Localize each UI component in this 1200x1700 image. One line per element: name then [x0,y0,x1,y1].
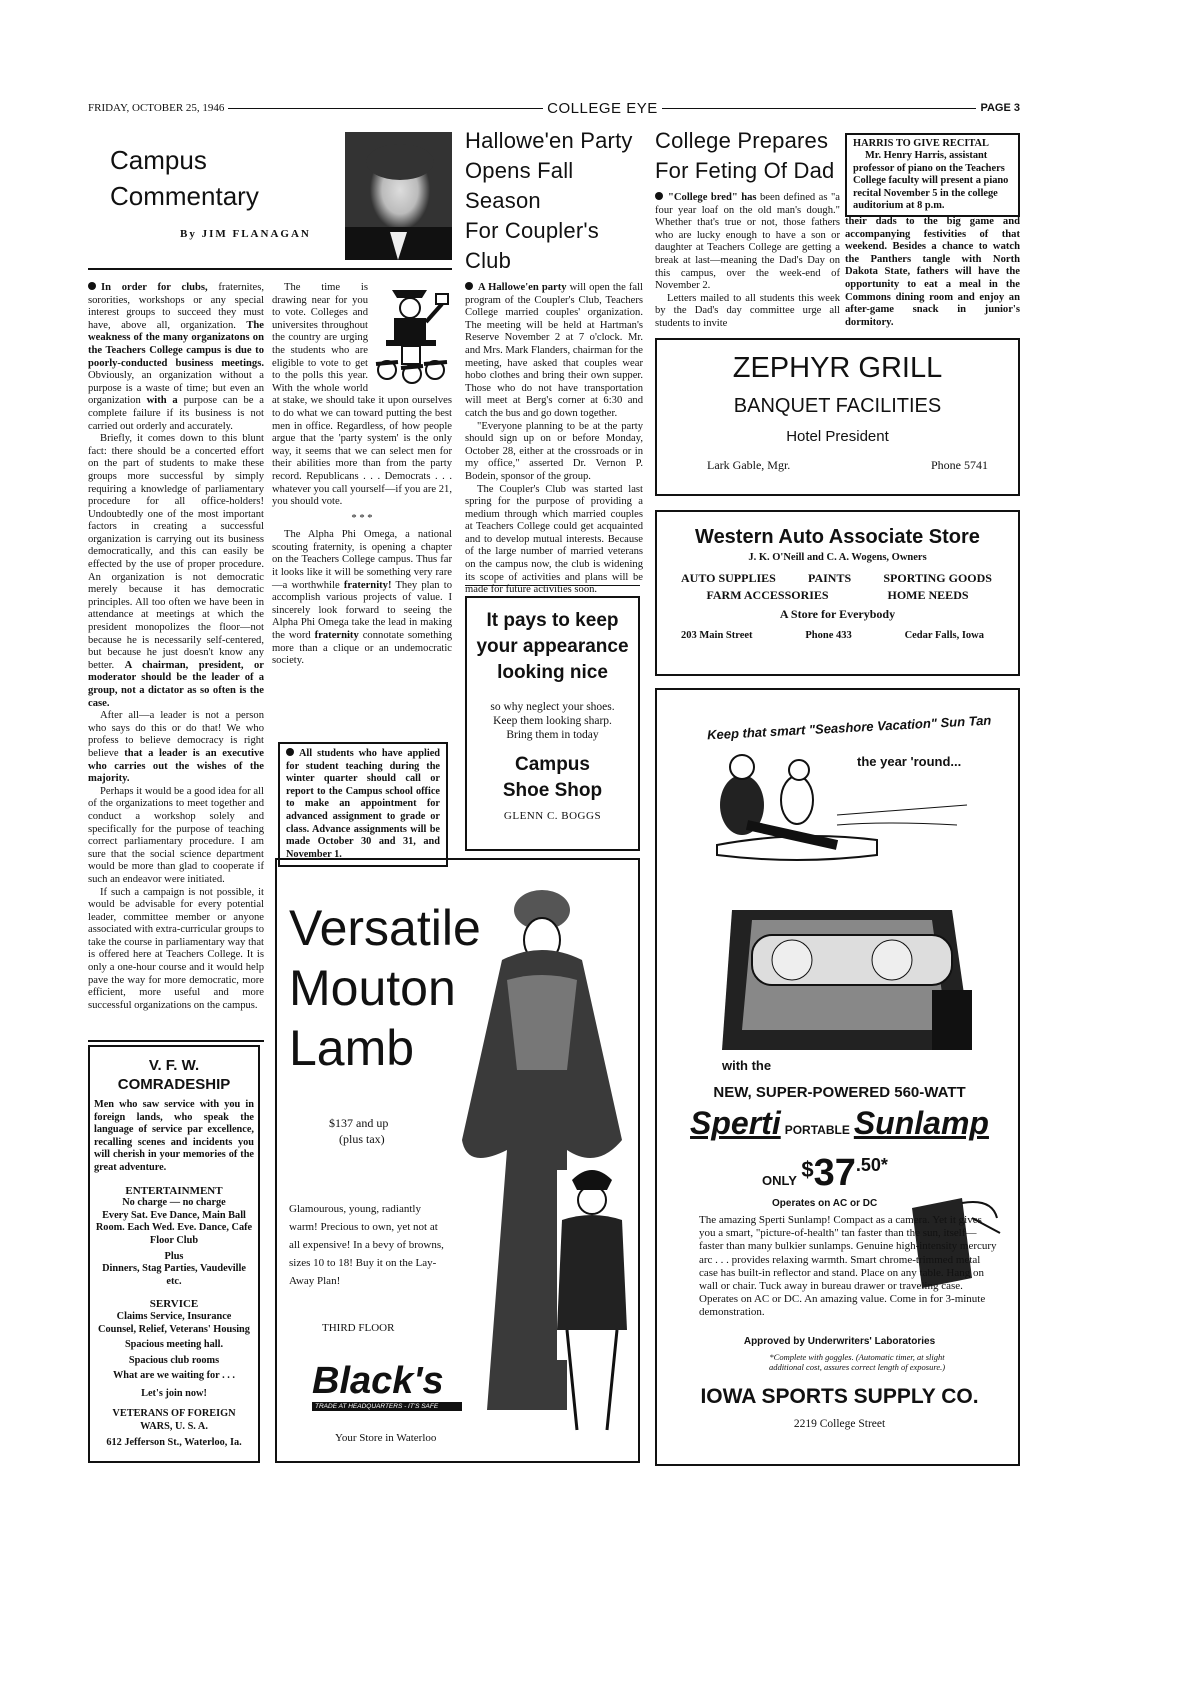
paragraph [465,421,643,484]
text-run: Briefly, it comes down to this blunt fact: there should be a concerted effort on the part of students to make these groups more successful by simply requiring a knowledge of parliamentary procedure for all office-holders! Undoubtedly one of the most important factors in creating a successful organization is carrying out its business democratically, and this can easily be effected by the use of proper procedure. An organization is not democratic merely because it has democratic principles. All too often we have been in attendance at meetings at which the president monopolizes the floor—not because he is necessarily self-centered, but because he just doesn't know any better. [88,433,264,671]
halloween-article [465,126,643,597]
bold-text-run: A Hallowe'en party [478,282,567,293]
ad-text: Keep them looking sharp. [493,715,612,727]
header-rule [228,108,543,109]
bold-text-run: The weakness of the many organizatons on the Teachers College campus is due to poorly-conducted business meetings. [88,319,264,369]
text-run: purpose can be a complete failure if its business is not carried out orderly and accurately. [88,395,264,432]
logo-slogan: TRADE AT HEADQUARTERS - IT'S SAFE [312,1402,462,1411]
blacks-logo [312,1360,462,1411]
bullet-icon [286,748,294,756]
bold-text-run: fraternity [314,630,359,642]
power-label: NEW, SUPER-POWERED 560-WATT [713,1084,966,1101]
ad-line: No charge — no charge [122,1197,226,1209]
paragraph [465,282,643,421]
bullet-icon [88,282,96,290]
headline: College Prepares [655,128,829,153]
item: HOME NEEDS [887,588,969,602]
vfw-ad [88,1045,260,1463]
shop-name: Shoe Shop [502,780,603,801]
ad-headline: your appearance [476,636,629,657]
tax-text: (plus tax) [339,1132,385,1146]
section-heading: ENTERTAINMENT [125,1184,223,1197]
ad-line: Counsel, Relief, Veterans' Housing [98,1323,250,1335]
bullet-icon [655,192,663,200]
ad-text: Bring them in today [506,729,599,741]
ad-line: Spacious club rooms [128,1354,220,1366]
item: FARM ACCESSORIES [706,588,829,602]
notice-text: Mr. Henry Harris, assistant professor of piano on the Teachers College faculty will present a piano recital November 5 in the college auditorium at 8 p.m. [853,150,1009,212]
headline-line: Mouton [289,960,456,1016]
ad-headline: It pays to keep [486,610,619,631]
section-heading: SERVICE [149,1298,199,1311]
ad-line: Dinners, Stag Parties, Vaudeville etc. [102,1263,246,1287]
title-line: Campus [110,145,207,175]
dad-article [655,126,840,331]
issue-date: FRIDAY, OCTOBER 25, 1946 [88,102,225,114]
phone: Phone 5741 [931,458,988,472]
paragraph [655,192,840,293]
price-dollars: 37 [813,1152,856,1194]
price [329,1115,388,1147]
headline: For Coupler's Club [465,218,599,273]
bold-text-run: "College bred" has [668,192,757,203]
item: AUTO SUPPLIES [681,571,776,585]
commentary-col1 [88,282,264,1012]
logo-text: Black's [312,1360,444,1402]
ad-title: V. F. W. [148,1057,200,1074]
product: Sunlamp [853,1105,989,1141]
paragraph [88,710,264,786]
ad-line: Plus [164,1250,184,1262]
ad-line: Every Sat. Eve Dance, Main Ball Room. Each Wed. Eve. Dance, Cafe Floor Club [95,1209,253,1246]
bold-text-run: In order for clubs, [101,282,208,293]
item: PAINTS [808,571,852,585]
ad-text: so why neglect your shoes. [490,701,615,713]
owner: GLENN C. BOGGS [503,810,602,822]
only-label: ONLY [762,1173,797,1188]
fur-coat-illustration [447,870,637,1460]
text-run: The time is drawing near for you to vote. Colleges and universites throughout the country are urging the students who are eligible to vote to get to the polls this year. With the whole world at stake, we should take it upon ourselves to do what we can toward putting the best men in office. Regardless, of how people argue that the 'party system' is the only way, it seems that we can select men for their abilities more than from the party record. Republicans . . . Democrats . . . whatever you call yourself—if you are 21, you should vote. [272,282,452,508]
org-name: VETERANS OF FOREIGN WARS, U. S. A. [112,1408,236,1433]
bold-text-run: that a leader is an executive who carries out the wishes of the majority. [88,747,264,785]
ad-intro: Men who saw service with you in foreign lands, who speak the language of service par excellence, recalling scenes and incidents you will cherish in your memories of the great adventure. [94,1099,254,1173]
bold-text-run: with a [146,395,178,407]
text-run: Letters mailed to all students this week by the Dad's day committee urge all students to invite [655,292,840,329]
ad-name: ZEPHYR GRILL [732,352,943,384]
headline: Hallowe'en Party [465,128,633,153]
byline: By JIM FLANAGAN [180,228,311,240]
ad-tagline: the year 'round... [857,754,962,769]
text-run: They plan to accomplish various projects of value. I sincerely look forward to seeing the Alpha Phi Omega take the lead in making the word [272,579,452,642]
ad-line: Hotel President [786,428,889,445]
price-text: $137 and up [329,1116,389,1130]
bold-text-run: fraternity! [343,579,392,591]
text-run: their dads to the big game and accompanying festivities of that weekend. Besides a chance to watch the Panthers tangle with North Dakota State, fathers will have the opportunity to eat a meal in the Commons dining room and enjoy an after-game snack in junior's dormitory. [845,216,1020,328]
ad-line: Claims Service, Insurance [116,1310,232,1322]
price-cents: .50* [855,1155,888,1175]
manager: Lark Gable, Mgr. [707,458,791,472]
paragraph [88,282,264,433]
student-teaching-notice [278,742,448,867]
text-run: fraternites, sororities, workshops or any special interest groups to succeed they must have, above all, organization. [88,282,264,331]
dad-article-continued [845,216,1020,329]
tagline: A Store for Everybody [779,607,896,621]
author-photo [345,132,452,260]
page-number: PAGE 3 [980,102,1020,114]
portable-label: PORTABLE [784,1123,850,1137]
text-run: Perhaps it would be a good idea for all of the organizations to meet together and conduct a workshop solely and specifically for the purpose of teaching correct parliamentary procedure. I am sure that the social science department would be more than glad to cooperate if such an endeavor were initiated. [88,785,264,885]
page-header [88,100,1020,116]
mouton-lamb-ad [275,858,640,1463]
harris-recital-notice [845,133,1020,217]
dollar-sign: $ [801,1157,814,1182]
text-run: connotate something more than a clique or an undemocratic society. [272,630,452,667]
ad-body: Glamourous, young, radiantly warm! Precious to own, yet not at all expensive! In a bevy of browns, sizes 10 to 18! Buy it on the Lay-Away Plan! [289,1203,444,1287]
text-run: "Everyone planning to be at the party should sign up on or before Monday, October 28, either at the crossroads or in my office," asserted Dr. Vernon P. Bodein, sponsor of the group. [465,420,643,482]
price [762,1152,888,1195]
text-run: Obviously, an organization without a purpose is a waste of time; but even an organization [88,370,264,407]
ad-footer: Your Store in Waterloo [335,1432,437,1444]
with-label: with the [722,1058,772,1073]
headline-line: Lamb [289,1020,415,1076]
beach-illustration [687,745,1007,875]
commentary-col2 [272,282,452,668]
paragraph [88,786,264,887]
brand: Sperti [690,1105,781,1141]
title-line: Commentary [110,181,259,211]
text-run: After all—a leader is not a person who says do this or do that! We who profess to believe democracy is right believe [88,710,264,759]
divider [465,585,640,586]
item: SPORTING GOODS [883,571,992,585]
separator: * * * [351,512,373,524]
ad-tagline: Keep that smart "Seashore Vacation" Sun Tan [706,712,992,743]
voting-cartoon-illustration [372,282,452,390]
notice-text: All students who have applied for student teaching during the winter quarter should call or report to the Campus school office to make an appointment for advanced assignment to grade or class. Advance assignments will be made October 30 and 31, and November 1. [286,748,440,860]
store-address: 2219 College Street [793,1418,886,1430]
bullet-icon [465,282,473,290]
sunlamp-ad [655,688,1020,1466]
owners: J. K. O'Neill and C. A. Wogens, Owners [748,552,927,563]
bold-text-run: A chairman, president, or moderator should be the leader of a group, not a dictator as so often is the case. [88,659,264,709]
text-run: The Coupler's Club was started last spring for the purpose of providing a medium through which married couples at Teachers College could get acquainted and to develop mutual interests. Because of the large number of married veterans on the campus now, the club is widening its scope of activities and plans will be made for future activities soon. [465,483,643,596]
ad-headline: looking nice [497,662,608,683]
ad-title: COMRADESHIP [117,1076,231,1093]
divider [88,1040,264,1042]
shoe-shop-ad [465,596,640,851]
phone: Phone 433 [805,630,852,641]
notice-title: HARRIS TO GIVE RECITAL [853,138,989,149]
product-name [657,1105,1022,1142]
headline-line: Versatile [289,900,481,956]
store-name: IOWA SPORTS SUPPLY CO. [700,1385,979,1408]
headline: For Feting Of Dad [655,158,835,183]
text-run: will open the fall program of the Coupler's Club, Teachers College married couples' organization. The meeting will be held at Hartman's Reserve November 2 at 7 o'clock. Mr. and Mrs. Mark Flanders, chairman for the meeting, have asked that couples wear hobo clothes and bring their own supper. Those who do not have transportation will meet at Berg's corner at 6:30 and catch the bus and go down together. [465,282,643,419]
city: Cedar Falls, Iowa [904,630,984,641]
zephyr-grill-ad [655,338,1020,496]
ad-line: Let's join now! [141,1387,207,1399]
address: 203 Main Street [681,630,753,641]
paragraph [465,484,643,597]
column-title [110,142,340,214]
paragraph [88,887,264,1013]
divider [88,268,452,270]
approval: Approved by Underwriters' Laboratories [743,1336,936,1347]
ad-line: Spacious meeting hall. [124,1339,224,1351]
ad-body: The amazing Sperti Sunlamp! Compact as a camera. Yet it gives you a smart, "picture-of-health" tan faster than the sun, itself—faster than many bulkier sunlamps. Genuine high-intensity mercury arc . . . provides relaxing warmth. Smart chrome-trimmed metal case has built-in reflector and stand. Place on any table. Hang on wall or chair. Tuck away in bureau drawer or traveling case. Operates on AC or DC. An amazing value. Come in for 3-minute demonstration. [699,1214,997,1319]
text-run: The Alpha Phi Omega, a national scouting fraternity, is opening a chapter on the Teachers College campus. Thus far it looks like it will be something very rare—a worthwhile [272,529,452,591]
shop-name: Campus [515,754,590,775]
paragraph [845,216,1020,329]
paragraph [88,433,264,710]
sunlamp-illustration [702,880,982,1080]
operates-label: Operates on AC or DC [772,1198,878,1209]
paragraph [272,529,452,668]
western-auto-ad [655,510,1020,676]
floor-label: THIRD FLOOR [322,1322,395,1334]
header-rule [662,108,977,109]
ad-line: What are we waiting for . . . [112,1370,236,1382]
footnote: *Complete with goggles. (Automatic timer, at slight additional cost, assures correct length of exposure.) [768,1352,946,1372]
masthead: COLLEGE EYE [547,99,658,117]
text-run: been defined as "a four year loaf on the old man's dough." Whether that's true or not, those fathers who are lucky enough to have a son or daughter at Teachers College are getting a break at last—meaning the Dad's Day on this campus, over the week-end of November 2. [655,192,840,292]
paragraph [655,293,840,331]
text-run: If such a campaign is not possible, it would be advisable for every potential leader, committee member or anyone associated with extra-curricular groups to take the course in parliamentary way that is offered here at Teachers College. It is only a one-hour course and it would help pave the way for more democratic, more efficient, more useful and more successful organizations on the campus. [88,886,264,1011]
headline: Opens Fall Season [465,158,574,213]
ad-name: Western Auto Associate Store [695,526,980,548]
org-address: 612 Jefferson St., Waterloo, Ia. [106,1436,242,1448]
ad-line: BANQUET FACILITIES [733,395,942,417]
